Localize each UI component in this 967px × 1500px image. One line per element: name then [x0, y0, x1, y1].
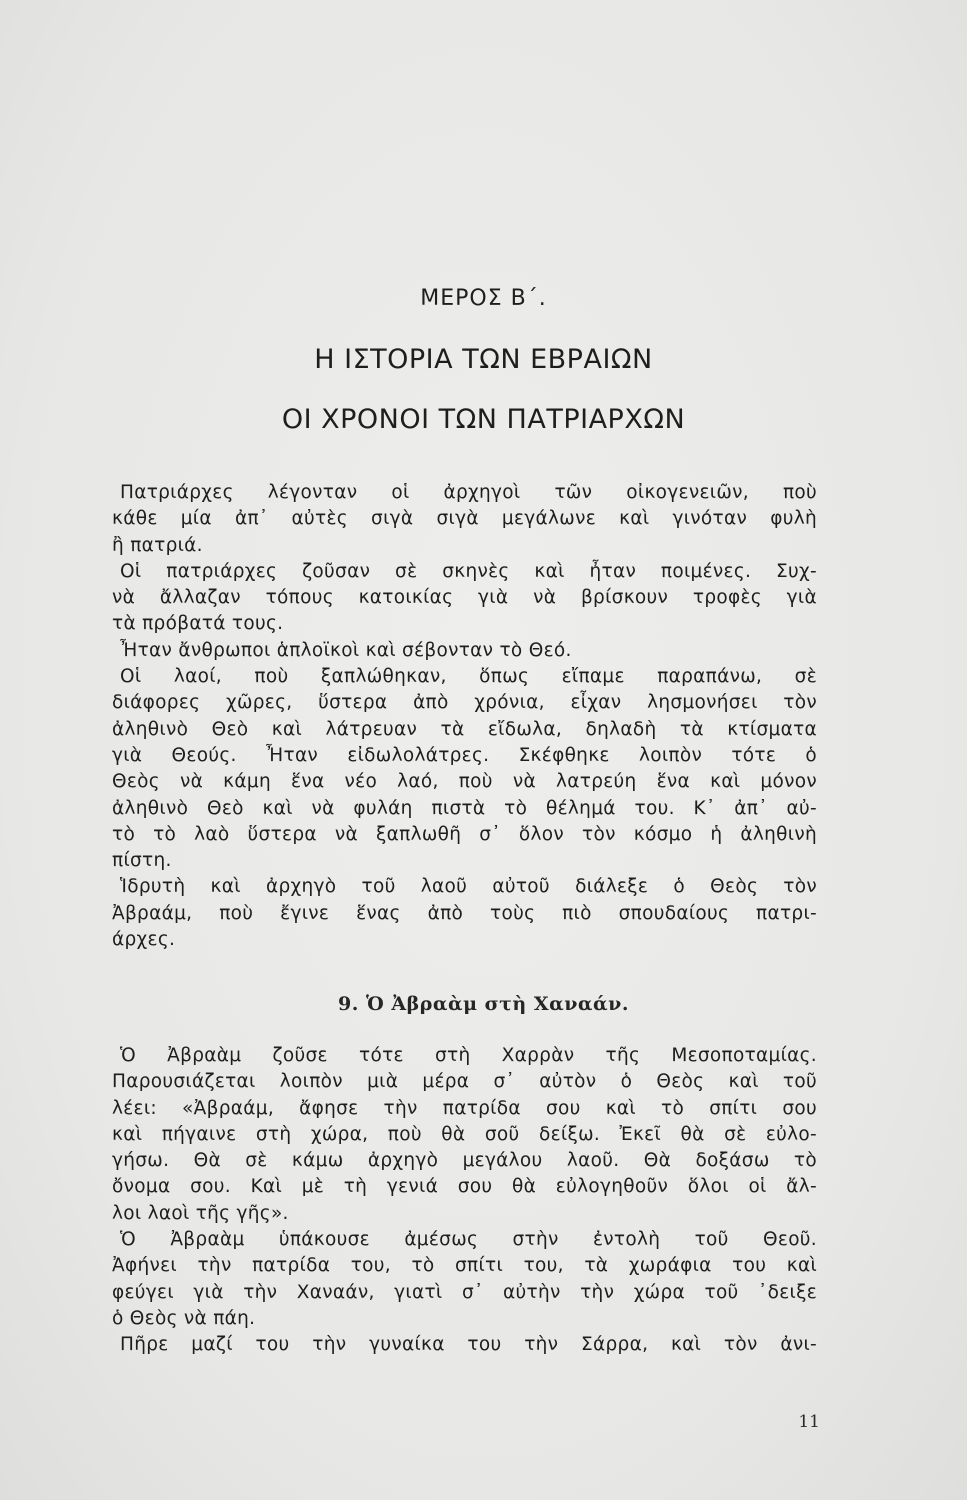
- text-line: διάφορες χῶρες, ὕστερα ἀπὸ χρόνια, εἶχαν λησμονήσει τὸν: [112, 692, 817, 714]
- text-line: ὁ Θεὸς νὰ πάη.: [112, 1307, 256, 1329]
- part-label: ΜΕΡΟΣ Β΄.: [420, 286, 547, 311]
- paragraph: [112, 664, 817, 874]
- text-line: ἀληθινὸ Θεὸ καὶ λάτρευαν τὰ εἴδωλα, δηλαδὴ τὰ κτίσματα: [112, 718, 817, 740]
- text-line: ἢ πατριά.: [112, 534, 203, 556]
- text-line: κάθε μία ἀπ᾽ αὐτὲς σιγὰ σιγὰ μεγάλωνε καὶ γινόταν φυλὴ: [112, 508, 817, 530]
- text-line: Ἱδρυτὴ καὶ ἀρχηγὸ τοῦ λαοῦ αὐτοῦ διάλεξε ὁ Θεὸς τὸν: [120, 876, 817, 898]
- paragraph: [112, 1332, 817, 1358]
- text-line: νὰ ἄλλαζαν τόπους κατοικίας γιὰ νὰ βρίσκουν τροφὲς γιὰ: [112, 587, 817, 609]
- text-line: Ἀφήνει τὴν πατρίδα του, τὸ σπίτι του, τὰ χωράφια του καὶ: [112, 1255, 817, 1277]
- text-line: Ὁ Ἀβραὰμ ζοῦσε τότε στὴ Χαρρὰν τῆς Μεσοποταμίας.: [120, 1045, 817, 1066]
- text-line: καὶ πήγαινε στὴ χώρα, ποὺ θὰ σοῦ δείξω. Ἐκεῖ θὰ σὲ εὐλο-: [112, 1123, 817, 1145]
- chapter-title: Η ΙΣΤΟΡΙΑ ΤΩΝ ΕΒΡΑΙΩΝ: [314, 344, 653, 375]
- text-line: τὸ τὸ λαὸ ὕστερα νὰ ξαπλωθῆ σ᾽ ὅλον τὸν κόσμο ἡ ἀληθινὴ: [112, 823, 817, 845]
- text-line: ἀληθινὸ Θεὸ καὶ νὰ φυλάη πιστὰ τὸ θέλημά του. Κ᾽ ἀπ᾽ αὐ-: [112, 797, 817, 819]
- section-text: [112, 1043, 817, 1359]
- chapter-subtitle: ΟΙ ΧΡΟΝΟΙ ΤΩΝ ΠΑΤΡΙΑΡΧΩΝ: [281, 404, 686, 435]
- text-line: Πῆρε μαζί του τὴν γυναίκα του τὴν Σάρρα, καὶ τὸν ἀνι-: [120, 1334, 817, 1356]
- text-line: Ἦταν ἄνθρωποι ἁπλοϊκοὶ καὶ σέβονταν τὸ Θεό.: [120, 639, 572, 661]
- text-line: Θεὸς νὰ κάμη ἕνα νέο λαό, ποὺ νὰ λατρεύη ἕνα καὶ μόνον: [112, 771, 817, 793]
- text-line: άρχες.: [112, 929, 176, 951]
- text-line: Οἱ λαοί, ποὺ ξαπλώθηκαν, ὅπως εἴπαμε παραπάνω, σὲ: [120, 666, 817, 688]
- paragraph: [112, 1227, 817, 1332]
- text-line: λοι λαοὶ τῆς γῆς».: [112, 1202, 289, 1224]
- paragraph: [112, 874, 817, 953]
- paragraph: [112, 638, 817, 664]
- text-line: Οἱ πατριάρχες ζοῦσαν σὲ σκηνὲς καὶ ἦταν ποιμένες. Συχ-: [120, 560, 817, 582]
- paragraph: [112, 480, 817, 559]
- text-line: λέει: «Ἀβραάμ, ἄφησε τὴν πατρίδα σου καὶ τὸ σπίτι σου: [112, 1097, 817, 1119]
- text-line: τὰ πρόβατά τους.: [112, 613, 284, 635]
- text-line: Παρουσιάζεται λοιπὸν μιὰ μέρα σ᾽ αὐτὸν ὁ Θεὸς καὶ τοῦ: [112, 1071, 817, 1093]
- text-line: φεύγει γιὰ τὴν Χαναάν, γιατὶ σ᾽ αὐτὴν τὴν χώρα τοῦ ᾽δειξε: [112, 1281, 817, 1303]
- section-heading: 9. Ὁ Ἀβραὰμ στὴ Χαναάν.: [338, 993, 629, 1015]
- text-line: ὄνομα σου. Καὶ μὲ τὴ γενιά σου θὰ εὐλογηθοῦν ὅλοι οἱ ἄλ-: [112, 1176, 817, 1198]
- intro-text: [112, 480, 817, 953]
- text-line: γιὰ Θεούς. Ἦταν εἰδωλολάτρες. Σκέφθηκε λοιπὸν τότε ὁ: [112, 744, 817, 766]
- text-line: Ὁ Ἀβραὰμ ὑπάκουσε ἀμέσως στὴν ἐντολὴ τοῦ Θεοῦ.: [120, 1229, 817, 1251]
- page-number: 11: [798, 1412, 820, 1432]
- paragraph: [112, 559, 817, 638]
- text-line: Πατριάρχες λέγονταν οἱ ἀρχηγοὶ τῶν οἰκογενειῶν, ποὺ: [120, 482, 817, 503]
- text-line: Ἀβραάμ, ποὺ ἔγινε ἕνας ἀπὸ τοὺς πιὸ σπουδαίους πατρι-: [112, 902, 817, 924]
- paragraph: [112, 1043, 817, 1227]
- text-line: γήσω. Θὰ σὲ κάμω ἀρχηγὸ μεγάλου λαοῦ. Θὰ δοξάσω τὸ: [112, 1150, 817, 1172]
- text-line: πίστη.: [112, 850, 172, 872]
